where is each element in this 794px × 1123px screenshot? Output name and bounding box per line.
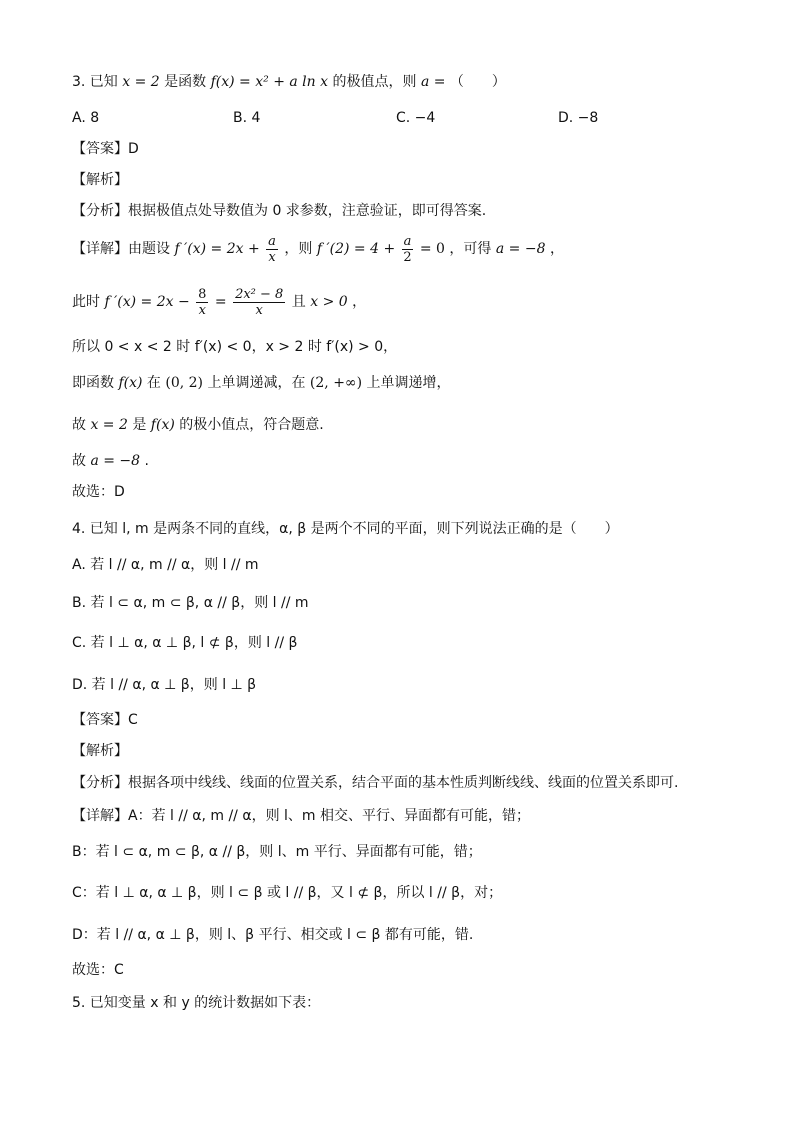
q3-answer: 【答案】D bbox=[72, 141, 139, 157]
q3-analysis: 【分析】根据极值点处导数值为 0 求参数，注意验证，即可得答案. bbox=[72, 203, 487, 219]
q3-condition: x = 2 bbox=[122, 74, 160, 90]
q4-detail-b: B：若 l ⊂ α, m ⊂ β, α // β，则 l、m 平行、异面都有可能，错； bbox=[72, 844, 482, 860]
q3-detail-line2: 此时 f ′(x) = 2x − $\frac{8}{x}$ = $\frac{\text{2x² − 8}}{x}$ 且 x > 0 ， bbox=[72, 286, 367, 318]
q3-function: f(x) = x² + a ln x bbox=[210, 74, 329, 90]
q4-option-d: D. 若 l // α, α ⊥ β，则 l ⊥ β bbox=[72, 677, 257, 693]
q3-option-a: A. 8 bbox=[72, 110, 100, 126]
q3-option-b: B. 4 bbox=[233, 110, 261, 126]
q4-detail-a: 【详解】A：若 l // α, m // α，则 l、m 相交、平行、异面都有可能，错； bbox=[72, 808, 531, 824]
q3-option-d: D. −8 bbox=[558, 110, 599, 126]
q4-option-a: A. 若 l // α, m // α，则 l // m bbox=[72, 557, 259, 573]
q4-jiexi-heading: 【解析】 bbox=[72, 743, 128, 759]
q4-choice: 故选：C bbox=[72, 962, 124, 978]
q4-stem: 4. 已知 l, m 是两条不同的直线，α, β 是两个不同的平面，则下列说法正确的是（ ） bbox=[72, 521, 619, 537]
q3-detail-line5: 故 x = 2 是 f(x) 的极小值点，符合题意. bbox=[72, 417, 324, 433]
q4-detail-d: D：若 l // α, α ⊥ β，则 l、β 平行、相交或 l ⊂ β 都有可能，错. bbox=[72, 927, 474, 943]
q3-detail-line3: 所以 0 < x < 2 时 f′(x) < 0，x > 2 时 f′(x) > 0， bbox=[72, 339, 398, 355]
q4-option-c: C. 若 l ⊥ α, α ⊥ β, l ⊄ β，则 l // β bbox=[72, 635, 298, 651]
q3-detail-line6: 故 a = −8 . bbox=[72, 453, 149, 469]
q4-option-b: B. 若 l ⊂ α, m ⊂ β, α // β，则 l // m bbox=[72, 595, 309, 611]
q3-stem: 3. 已知 x = 2 是函数 f(x) = x² + a ln x 的极值点，则 a = （ ） bbox=[72, 74, 506, 90]
q4-analysis: 【分析】根据各项中线线、线面的位置关系，结合平面的基本性质判断线线、线面的位置关系即可. bbox=[72, 775, 679, 791]
q3-jiexi-heading: 【解析】 bbox=[72, 172, 128, 188]
q5-stem: 5. 已知变量 x 和 y 的统计数据如下表： bbox=[72, 995, 321, 1011]
fraction: $\frac{a}{x}$ bbox=[268, 233, 276, 265]
q3-options bbox=[72, 107, 722, 129]
q3-option-c: C. −4 bbox=[396, 110, 436, 126]
q3-detail-line1: 【详解】由题设 f ′(x) = 2x + $\frac{a}{x}$ ，则 f ′(2) = 4 + $\frac{a}{2}$ = 0 ，可得 a = −8 ， bbox=[72, 233, 564, 265]
q4-answer: 【答案】C bbox=[72, 712, 138, 728]
q3-choice: 故选：D bbox=[72, 484, 125, 500]
fraction: $\frac{a}{2}$ bbox=[403, 233, 412, 265]
q4-detail-c: C：若 l ⊥ α, α ⊥ β，则 l ⊂ β 或 l // β，又 l ⊄ β，所以 l // β，对； bbox=[72, 885, 503, 901]
fraction: $\frac{\text{2x² − 8}}{x}$ bbox=[235, 286, 284, 318]
fraction: $\frac{8}{x}$ bbox=[198, 286, 207, 318]
q3-detail-line4: 即函数 f(x) 在 (0, 2) 上单调递减，在 (2, +∞) 上单调递增， bbox=[72, 375, 451, 391]
